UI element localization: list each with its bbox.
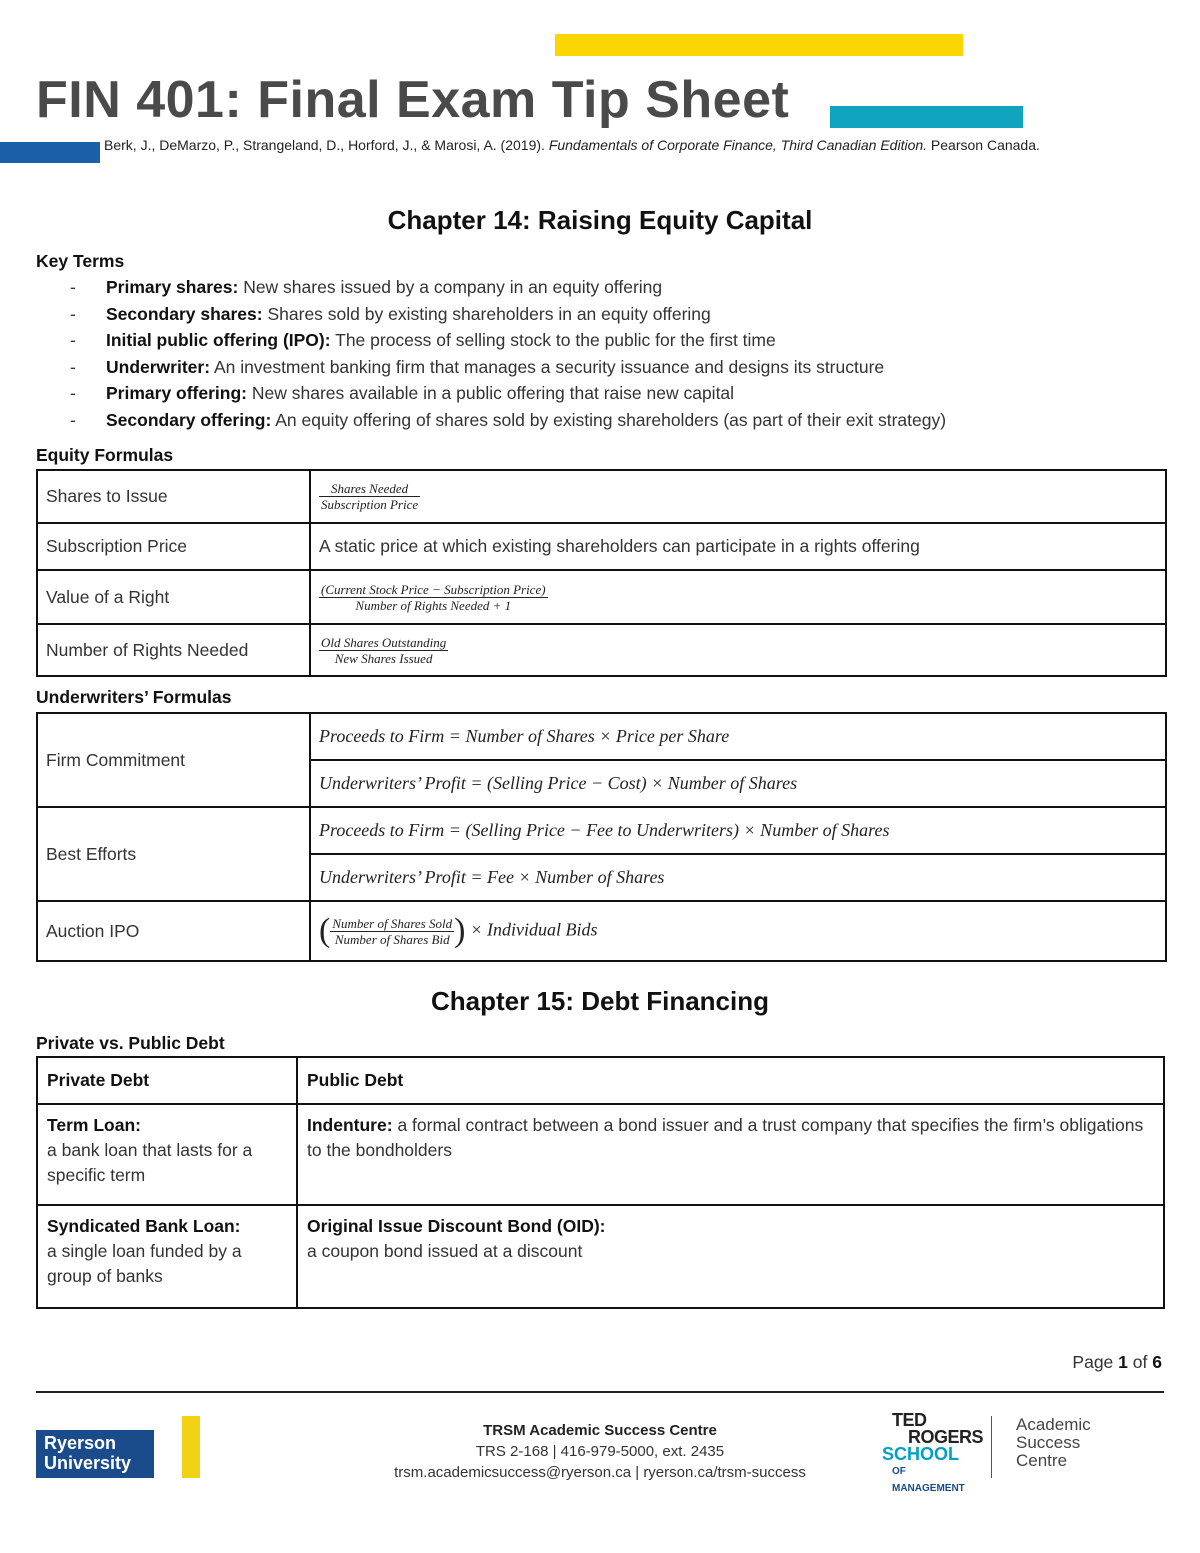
bullet-dash: - xyxy=(70,409,76,430)
term-definition: The process of selling stock to the public for the first time xyxy=(335,330,776,351)
table-row xyxy=(37,1205,1164,1308)
fraction-denominator: Number of Rights Needed + 1 xyxy=(355,597,512,613)
blue-accent-bar xyxy=(0,142,100,163)
formula-label: Number of Rights Needed xyxy=(37,624,310,676)
private-debt-cell xyxy=(37,1104,297,1205)
term-name: Primary shares: xyxy=(106,277,239,297)
fraction-denominator: New Shares Issued xyxy=(334,650,433,666)
bullet-dash: - xyxy=(70,383,76,404)
table-row xyxy=(37,624,1166,676)
private-debt-cell xyxy=(37,1205,297,1308)
formula-cell: Underwriters’ Profit = Fee × Number of Shares xyxy=(310,854,1166,901)
term-name: Secondary shares: xyxy=(106,303,263,324)
citation-authors: Berk, J., DeMarzo, P., Strangeland, D., Horford, J., & Marosi, A. (2019). xyxy=(104,137,545,153)
auction-ipo-tail: × Individual Bids xyxy=(470,919,598,940)
bullet-dash: - xyxy=(70,356,76,377)
formula-cell: A static price at which existing shareholders can participate in a rights offering xyxy=(310,523,1166,570)
table-row xyxy=(37,470,1166,523)
citation xyxy=(104,137,1040,153)
bullet-dash: - xyxy=(70,330,76,351)
column-header: Private Debt xyxy=(37,1057,297,1104)
list-item xyxy=(36,301,946,328)
key-terms-heading: Key Terms xyxy=(36,251,125,271)
public-debt-cell xyxy=(297,1104,1164,1205)
table-row xyxy=(37,570,1166,624)
fraction-numerator: (Current Stock Price − Subscription Price) xyxy=(321,581,546,597)
debt-term: Term Loan: xyxy=(47,1115,141,1135)
list-item xyxy=(36,407,946,434)
formula-label: Subscription Price xyxy=(37,523,310,570)
bullet-dash: - xyxy=(70,277,76,297)
fraction-denominator: Number of Shares Bid xyxy=(334,931,450,947)
fraction-numerator: Number of Shares Sold xyxy=(332,915,453,931)
equity-formulas-heading: Equity Formulas xyxy=(36,445,174,465)
centre-address: TRS 2-168 | 416-979-5000, ext. 2435 xyxy=(475,1443,725,1460)
rights-needed-fraction xyxy=(319,635,448,666)
table-row xyxy=(37,901,1166,961)
debt-definition: a coupon bond issued at a discount xyxy=(307,1241,583,1261)
right-paren: ) xyxy=(454,912,466,949)
equity-formulas-table xyxy=(36,469,1167,677)
debt-comparison-table xyxy=(36,1056,1165,1309)
ted-rogers-school-logo: TED ROGERS SCHOOL OF MANAGEMENT xyxy=(882,1410,984,1494)
yellow-accent-bar xyxy=(555,34,963,56)
formula-cell xyxy=(310,470,1166,523)
formula-label: Value of a Right xyxy=(37,570,310,624)
table-row xyxy=(37,523,1166,570)
ryerson-university-logo: Ryerson University xyxy=(36,1416,164,1478)
term-definition: Shares sold by existing shareholders in an equity offering xyxy=(267,303,711,324)
term-name: Underwriter: xyxy=(106,356,211,377)
term-name: Primary offering: xyxy=(106,383,247,404)
page-number: Page 1 of 6 xyxy=(1072,1352,1162,1372)
list-item xyxy=(36,274,946,301)
public-debt-cell xyxy=(297,1205,1164,1308)
term-definition: An investment banking firm that manages a security issuance and designs its structure xyxy=(213,356,885,377)
underwriters-formulas-table xyxy=(36,712,1167,962)
formula-cell xyxy=(310,624,1166,676)
centre-contact-block xyxy=(330,1420,870,1483)
teal-accent-bar xyxy=(830,106,1023,128)
debt-term: Indenture: xyxy=(307,1115,393,1135)
auction-ipo-fraction xyxy=(330,916,454,947)
term-definition: New shares available in a public offering that raise new capital xyxy=(251,383,735,404)
left-paren: ( xyxy=(319,912,331,949)
term-definition: New shares issued by a company in an equity offering xyxy=(243,277,663,297)
key-terms-list xyxy=(36,274,946,434)
logo-divider xyxy=(991,1416,992,1478)
formula-label: Firm Commitment xyxy=(37,713,310,807)
chapter-14-title: Chapter 14: Raising Equity Capital xyxy=(387,205,813,235)
academic-success-centre-logo-text: Academic Success Centre xyxy=(1016,1415,1091,1470)
formula-label: Best Efforts xyxy=(37,807,310,901)
list-item xyxy=(36,380,946,407)
term-name: Secondary offering: xyxy=(106,409,272,430)
table-row xyxy=(37,1104,1164,1205)
formula-cell xyxy=(310,901,1166,961)
list-item xyxy=(36,354,946,381)
chapter-15-title: Chapter 15: Debt Financing xyxy=(430,986,770,1016)
centre-title: TRSM Academic Success Centre xyxy=(483,1422,717,1439)
centre-contact: trsm.academicsuccess@ryerson.ca | ryerson.ca/trsm-success xyxy=(394,1464,806,1481)
underwriters-formulas-heading: Underwriters’ Formulas xyxy=(36,687,232,707)
page-title: FIN 401: Final Exam Tip Sheet xyxy=(36,71,790,129)
fraction-numerator: Shares Needed xyxy=(319,481,420,497)
fraction-denominator: Subscription Price xyxy=(321,497,419,512)
private-vs-public-heading: Private vs. Public Debt xyxy=(36,1033,225,1053)
table-row xyxy=(37,713,1166,760)
debt-definition: a formal contract between a bond issuer and a trust company that specifies the firm’s obligations to the bondholders xyxy=(307,1115,1144,1160)
value-of-right-fraction xyxy=(319,582,548,613)
debt-definition: a bank loan that lasts for a specific term xyxy=(47,1140,253,1185)
bullet-dash: - xyxy=(70,303,76,324)
debt-term: Original Issue Discount Bond (OID): xyxy=(307,1216,606,1236)
formula-cell: Proceeds to Firm = Number of Shares × Price per Share xyxy=(310,713,1166,760)
list-item xyxy=(36,327,946,354)
formula-label: Auction IPO xyxy=(37,901,310,961)
table-row xyxy=(37,807,1166,854)
formula-label: Shares to Issue xyxy=(37,470,310,523)
term-name: Initial public offering (IPO): xyxy=(106,330,331,351)
term-definition: An equity offering of shares sold by existing shareholders (as part of their exit strategy) xyxy=(275,409,947,430)
debt-definition: a single loan funded by a group of banks xyxy=(47,1241,242,1286)
shares-to-issue-fraction xyxy=(319,481,420,512)
fraction-numerator: Old Shares Outstanding xyxy=(321,634,447,650)
column-header: Public Debt xyxy=(297,1057,1164,1104)
citation-book: Fundamentals of Corporate Finance, Third Canadian Edition. xyxy=(548,137,928,153)
formula-cell: Underwriters’ Profit = (Selling Price − Cost) × Number of Shares xyxy=(310,760,1166,807)
footer-divider-line xyxy=(36,1391,1164,1393)
citation-publisher: Pearson Canada. xyxy=(930,137,1040,153)
formula-cell xyxy=(310,570,1166,624)
formula-cell: Proceeds to Firm = (Selling Price − Fee to Underwriters) × Number of Shares xyxy=(310,807,1166,854)
debt-term: Syndicated Bank Loan: xyxy=(47,1216,241,1236)
table-header-row xyxy=(37,1057,1164,1104)
